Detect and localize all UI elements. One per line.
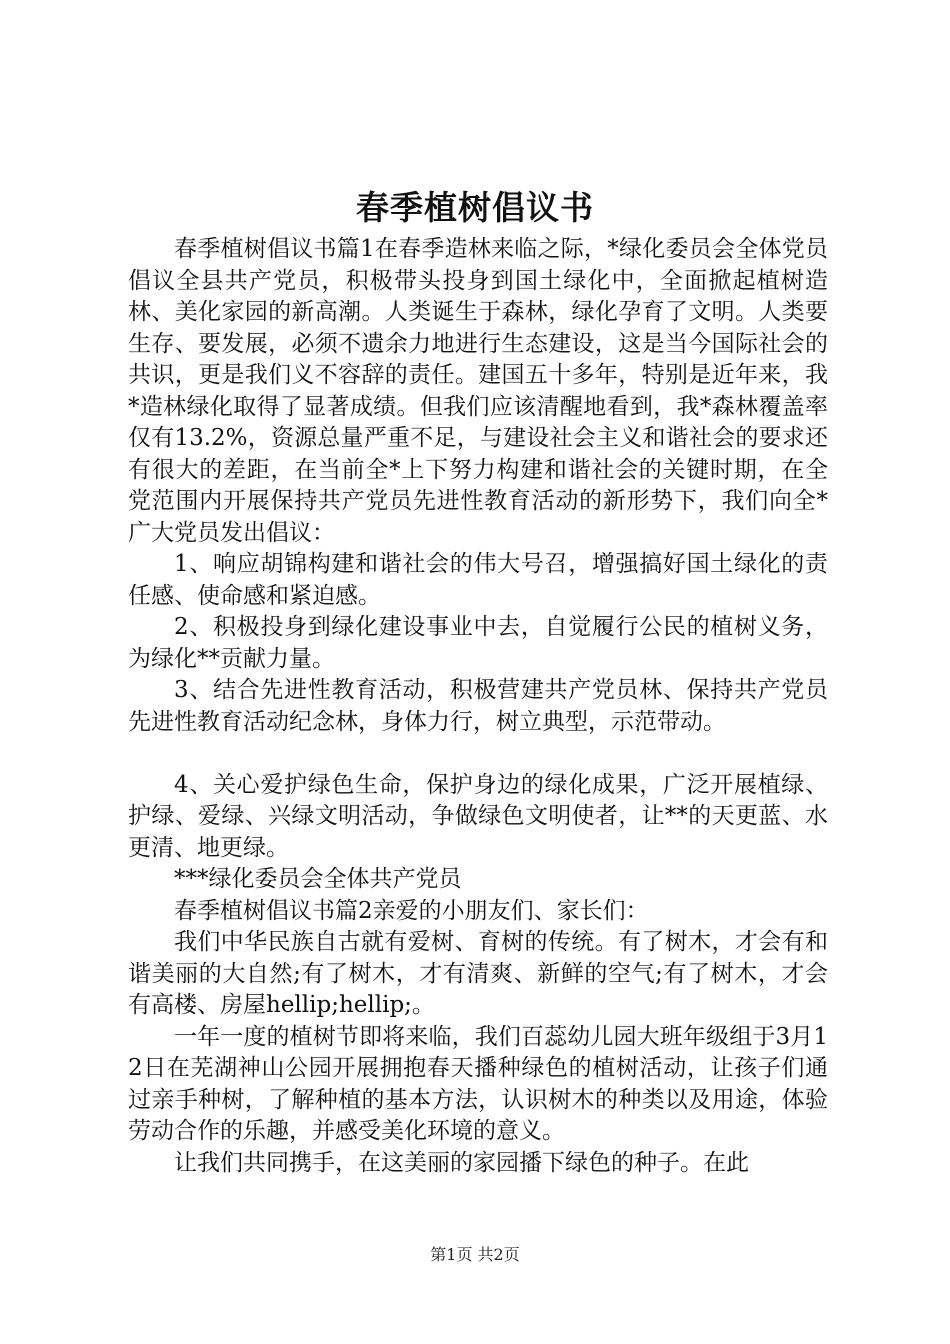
paragraph-4: 3、结合先进性教育活动，积极营建共产党员林、保持共产党员先进性教育活动纪念林，身体力行，树立典型，示范带动。	[128, 677, 828, 735]
paragraph-5: 4、关心爱护绿色生命，保护身边的绿化成果，广泛开展植绿、护绿、爱绿、兴绿文明活动，争做绿色文明使者，让**的天更蓝、水更清、地更绿。	[128, 771, 828, 861]
paragraph-signature: ***绿化委员会全体共产党员	[174, 866, 462, 892]
document-body	[128, 234, 828, 1179]
paragraph-gap	[128, 738, 828, 770]
paragraph-9: 一年一度的植树节即将来临，我们百蕊幼儿园大班年级组于3月12日在芜湖神山公园开展拥抱春天播种绿色的植树活动，让孩子们通过亲手种树，了解种植的基本方法，认识树木的种类以及用途，体验劳动合作的乐趣，并感受美化环境的意义。	[128, 1023, 828, 1144]
paragraph-7: 春季植树倡议书篇2亲爱的小朋友们、家长们：	[174, 897, 649, 924]
paragraph-10: 让我们共同携手，在这美丽的家园播下绿色的种子。在此	[174, 1149, 749, 1176]
paragraph-8: 我们中华民族自古就有爱树、育树的传统。有了树木，才会有和谐美丽的大自然;有了树木，才有清爽、新鲜的空气;有了树木，才会有高楼、房屋hellip;hellip;。	[128, 929, 828, 1018]
page-footer: 第1页 共2页	[430, 1245, 520, 1264]
paragraph-2: 1、响应胡锦构建和谐社会的伟大号召，增强搞好国土绿化的责任感、使命感和紧迫感。	[128, 551, 828, 609]
paragraph-3: 2、积极投身到绿化建设事业中去，自觉履行公民的植树义务，为绿化**贡献力量。	[128, 614, 828, 672]
page-title: 春季植树倡议书	[356, 188, 594, 227]
paragraph-1: 春季植树倡议书篇1在春季造林来临之际，*绿化委员会全体党员倡议全县共产党员，积极带头投身到国土绿化中，全面掀起植树造林、美化家园的新高潮。人类诞生于森林，绿化孕育了文明。人类要生存、要发展，必须不遗余力地进行生态建设，这是当今国际社会的共识，更是我们义不容辞的责任。建国五十多年，特别是近年来，我*造林绿化取得了显著成绩。但我们应该清醒地看到，我*森林覆盖率仅有13.2%，资源总量严重不足，与建设社会主义和谐社会的要求还有很大的差距，在当前全*上下努力构建和谐社会的关键时期，在全党范围内开展保持共产党员先进性教育活动的新形势下，我们向全*广大党员发出倡议：	[128, 236, 828, 546]
